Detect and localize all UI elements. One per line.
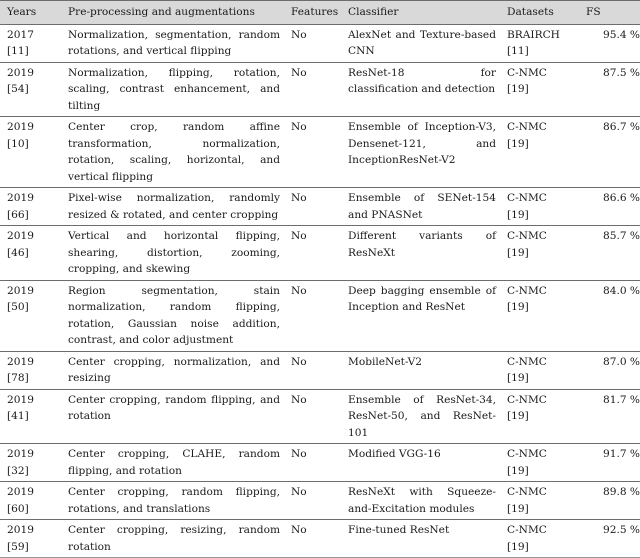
cell-features: No (291, 393, 307, 406)
cell-fs: 81.7 % (602, 393, 640, 406)
cell-dataset: C-NMC [19] (507, 121, 547, 150)
cell-year: 2017 [11] (7, 28, 34, 57)
table-header (0, 1, 640, 25)
cell-dataset: C-NMC [19] (507, 448, 547, 477)
cell-features: No (291, 524, 307, 536)
cell-features: No (291, 121, 307, 133)
cell-features: No (291, 192, 307, 204)
cell-dataset: C-NMC [19] (507, 355, 547, 384)
cell-features: No (291, 448, 307, 460)
table-row (0, 62, 640, 117)
cell-dataset: C-NMC [19] (507, 284, 547, 313)
cell-classifier: Ensemble of ResNet-34, ResNet-50, and ResNet-101 (348, 393, 496, 439)
cell-preprocessing: Center cropping, CLAHE, random flipping, and rotation (68, 448, 280, 477)
cell-year: 2019 [41] (7, 393, 34, 422)
cell-features: No (291, 284, 307, 297)
header-datasets: Datasets (507, 6, 554, 18)
cell-year: 2019 [54] (7, 66, 34, 95)
cell-preprocessing: Region segmentation, stain normalization, random flipping, rotation, Gaussian noise addition, contrast, and color adjustment (68, 284, 280, 346)
table-row (0, 188, 640, 226)
cell-dataset: C-NMC [19] (507, 486, 547, 515)
cell-classifier: MobileNet-V2 (348, 355, 423, 368)
cell-classifier: Ensemble of SENet-154 and PNASNet (348, 192, 496, 221)
cell-fs: 86.7 % (602, 121, 640, 133)
cell-classifier: ResNeXt with Squeeze-and-Excitation modules (348, 486, 496, 515)
cell-year: 2019 [32] (7, 448, 34, 477)
header-features: Features (291, 6, 339, 18)
cell-year: 2019 [46] (7, 230, 34, 259)
table-row (0, 444, 640, 482)
cell-preprocessing: Center cropping, random flipping, rotations, and translations (68, 486, 280, 515)
table-body (0, 24, 640, 558)
table-row (0, 24, 640, 62)
cell-features: No (291, 28, 307, 41)
cell-dataset: C-NMC [19] (507, 393, 547, 422)
cell-dataset: C-NMC [19] (507, 230, 547, 259)
header-row (0, 1, 640, 25)
table-row (0, 351, 640, 389)
cell-dataset: C-NMC [19] (507, 192, 547, 221)
cell-fs: 87.5 % (602, 66, 640, 79)
cell-features: No (291, 355, 307, 368)
cell-classifier: Ensemble of Inception-V3, Densenet-121, and InceptionResNet-V2 (348, 121, 496, 166)
header-preprocessing: Pre-processing and augmentations (68, 6, 255, 18)
cell-fs: 86.6 % (602, 192, 640, 204)
cell-fs: 89.8 % (602, 486, 640, 498)
cell-classifier: ResNet-18 for classification and detection (348, 66, 496, 95)
table-row (0, 117, 640, 188)
cell-dataset: C-NMC [19] (507, 66, 547, 95)
cell-preprocessing: Center cropping, random flipping, and rotation (68, 393, 280, 422)
cell-fs: 91.7 % (602, 448, 640, 460)
cell-dataset: BRAIRCH [11] (507, 28, 560, 57)
cell-preprocessing: Vertical and horizontal flipping, shearing, distortion, zooming, cropping, and skewing (68, 230, 280, 275)
cell-year: 2019 [60] (7, 486, 34, 515)
cell-preprocessing: Center crop, random affine transformation, normalization, rotation, scaling, horizontal, and vertical flipping (68, 121, 280, 183)
cell-classifier: Deep bagging ensemble of Inception and ResNet (348, 284, 496, 313)
table-row (0, 389, 640, 444)
cell-year: 2019 [10] (7, 121, 34, 150)
cell-preprocessing: Normalization, segmentation, random rotations, and vertical flipping (68, 28, 280, 57)
cell-features: No (291, 66, 307, 79)
header-years: Years (7, 6, 37, 18)
cell-year: 2019 [50] (7, 284, 34, 313)
cell-features: No (291, 486, 307, 498)
cell-preprocessing: Center cropping, normalization, and resizing (68, 355, 280, 384)
cell-fs: 95.4 % (602, 28, 640, 41)
cell-classifier: Different variants of ResNeXt (348, 230, 496, 259)
table-row (0, 226, 640, 281)
header-classifier: Classifier (348, 6, 399, 18)
cell-year: 2019 [66] (7, 192, 34, 221)
cell-fs: 92.5 % (602, 524, 640, 536)
cell-fs: 84.0 % (602, 284, 640, 297)
table-row (0, 280, 640, 351)
header-fs: FS (586, 6, 601, 18)
cell-classifier: Modified VGG-16 (348, 448, 441, 460)
cell-classifier: AlexNet and Texture-based CNN (348, 28, 496, 57)
table-row (0, 482, 640, 520)
cell-features: No (291, 230, 307, 242)
cell-preprocessing: Normalization, flipping, rotation, scaling, contrast enhancement, and tilting (68, 66, 280, 112)
cell-classifier: Fine-tuned ResNet (348, 524, 450, 536)
cell-preprocessing: Center cropping, resizing, random rotation (68, 524, 280, 553)
cell-preprocessing: Pixel-wise normalization, randomly resized & rotated, and center cropping (68, 192, 280, 221)
cell-year: 2019 [59] (7, 524, 34, 553)
cell-year: 2019 [78] (7, 355, 34, 384)
cell-dataset: C-NMC [19] (507, 524, 547, 553)
cell-fs: 87.0 % (602, 355, 640, 368)
table-row (0, 520, 640, 558)
cell-fs: 85.7 % (602, 230, 640, 242)
